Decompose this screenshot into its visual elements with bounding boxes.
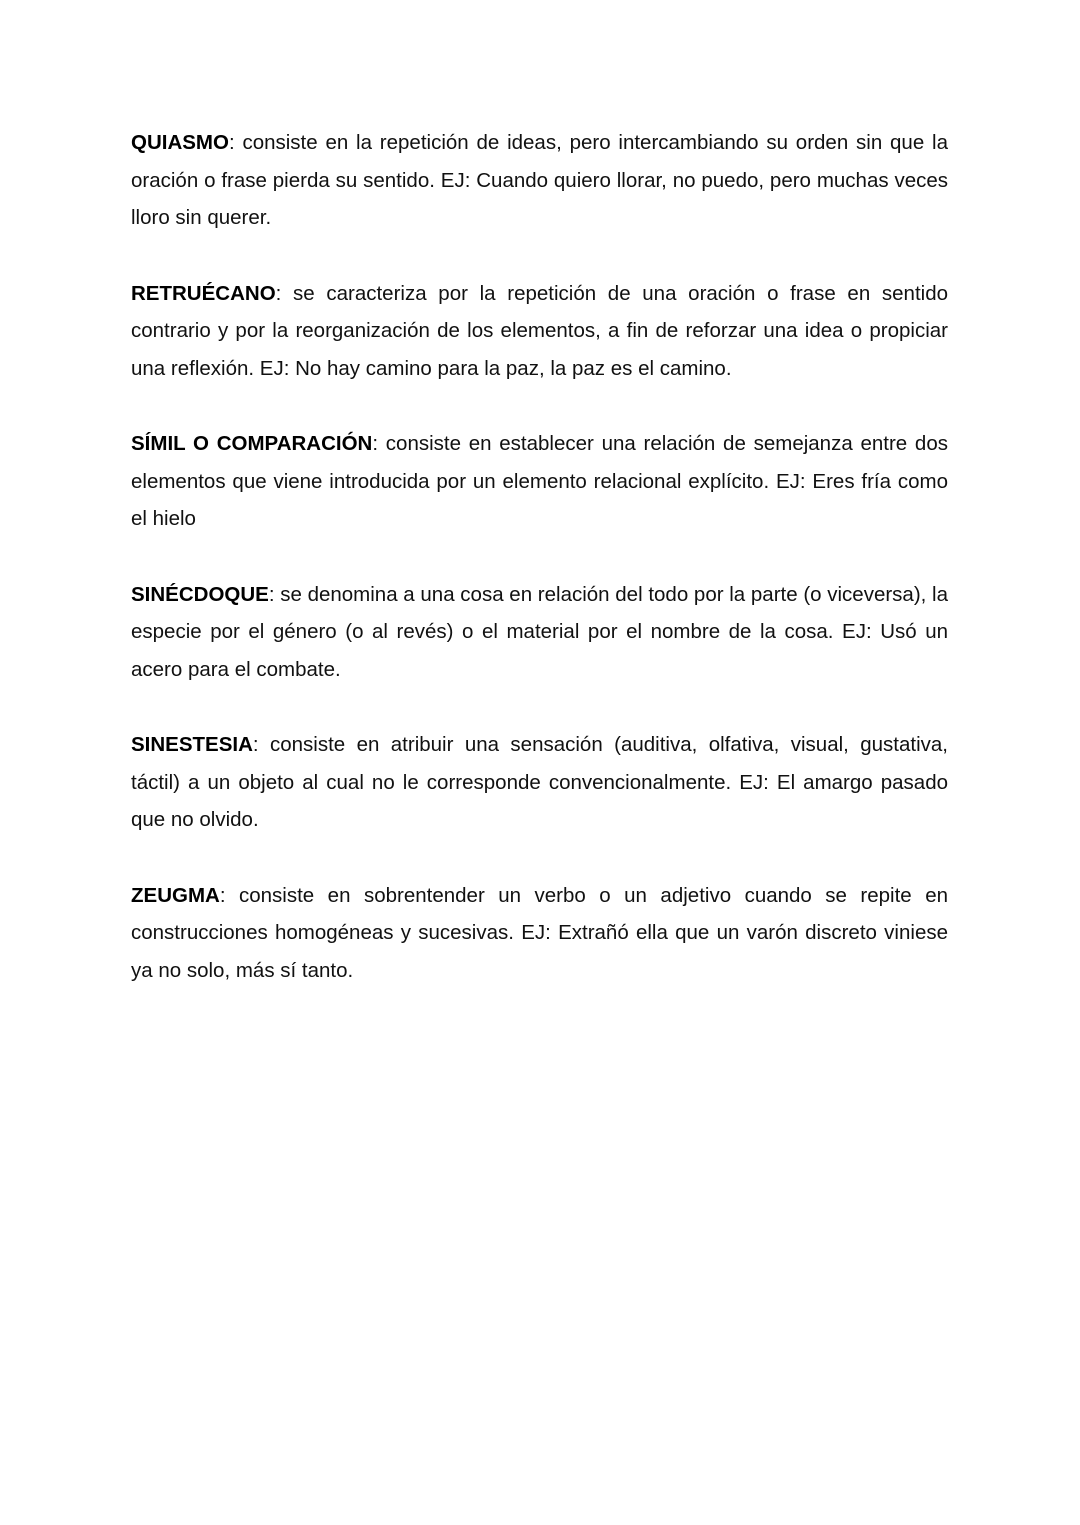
term-label: RETRUÉCANO bbox=[131, 281, 276, 305]
entry-sinecdoque bbox=[131, 576, 948, 689]
term-label: SINÉCDOQUE bbox=[131, 582, 269, 606]
term-definition: : se denomina a una cosa en relación del todo por la parte (o viceversa), la especie por el género (o al revés) o el material por el nombre de la cosa. EJ: Usó un acero para el combate. bbox=[131, 582, 949, 681]
term-definition: : consiste en sobrentender un verbo o un adjetivo cuando se repite en construcciones homogéneas y sucesivas. EJ: Extrañó ella que un varón discreto viniese ya no solo, más sí tanto. bbox=[131, 883, 948, 982]
term-definition: : se caracteriza por la repetición de una oración o frase en sentido contrario y por la reorganización de los elementos, a fin de reforzar una idea o propiciar una reflexión. EJ: No hay camino para la paz, la paz es el camino. bbox=[131, 281, 948, 380]
entry-quiasmo bbox=[131, 124, 948, 237]
term-label: SÍMIL O COMPARACIÓN bbox=[131, 432, 373, 455]
entry-sinestesia bbox=[131, 726, 948, 839]
entry-zeugma bbox=[131, 877, 948, 990]
term-definition: : consiste en la repetición de ideas, pero intercambiando su orden sin que la oración o frase pierda su sentido. EJ: Cuando quiero llorar, no puedo, pero muchas veces lloro sin querer. bbox=[131, 131, 948, 229]
entry-simil bbox=[131, 425, 948, 538]
term-label: QUIASMO bbox=[131, 131, 229, 154]
term-label: SINESTESIA bbox=[131, 733, 253, 756]
document-page bbox=[131, 124, 948, 1027]
term-definition: : consiste en atribuir una sensación (auditiva, olfativa, visual, gustativa, táctil) a un objeto al cual no le corresponde convencionalmente. EJ: El amargo pasado que no olvido. bbox=[131, 733, 948, 831]
term-label: ZEUGMA bbox=[131, 883, 220, 907]
term-definition: : consiste en establecer una relación de semejanza entre dos elementos que viene introducida por un elemento relacional explícito. EJ: Eres fría como el hielo bbox=[131, 432, 948, 530]
entry-retruecano bbox=[131, 275, 948, 388]
